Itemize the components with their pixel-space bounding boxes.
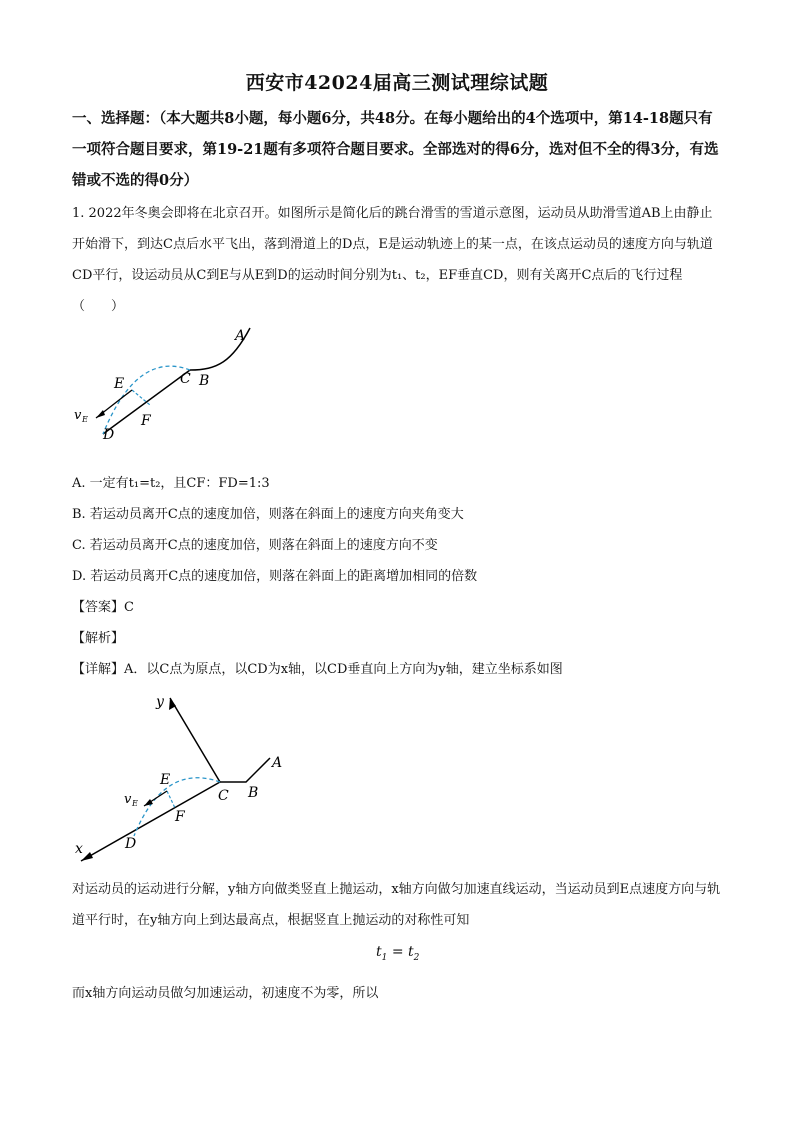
conclusion-paragraph: 而x轴方向运动员做匀加速运动，初速度不为零，所以 <box>72 986 379 1001</box>
label-ve-sub: E <box>132 799 138 808</box>
label-a: A <box>272 755 283 771</box>
formula-equals: = <box>387 944 409 960</box>
label-x: x <box>75 841 83 857</box>
label-c: C <box>180 371 191 387</box>
formula-t1: t <box>376 944 382 960</box>
x-axis <box>81 782 220 861</box>
label-d: D <box>125 836 137 852</box>
velocity-arrowhead <box>144 799 153 806</box>
answer-row <box>72 598 134 618</box>
ef-perpendicular <box>167 791 175 808</box>
answer-value: C <box>124 600 134 615</box>
label-ve: v <box>74 408 82 423</box>
option-d: D. 若运动员离开C点的速度加倍，则落在斜面上的距离增加相同的倍数 <box>72 569 478 584</box>
answer-label: 【答案】 <box>72 600 125 615</box>
formula-t2-sub: 2 <box>413 952 420 963</box>
coordinate-figure <box>72 688 302 863</box>
label-d: D <box>103 427 115 440</box>
y-axis-arrowhead <box>169 698 176 710</box>
analysis-paragraph: 对运动员的运动进行分解，y轴方向做类竖直上抛运动，x轴方向做匀加速直线运动，当运动员到E点速度方向与轨道平行时，在y轴方向上到达最高点，根据竖直上抛运动的对称性可知 <box>72 882 721 928</box>
runway-ab <box>220 758 270 782</box>
label-ve: v <box>124 792 132 807</box>
label-ve-sub: E <box>82 415 88 424</box>
velocity-arrowhead <box>96 410 105 418</box>
label-e: E <box>160 772 171 788</box>
label-a: A <box>235 328 246 344</box>
label-e: E <box>114 376 125 392</box>
formula-t2: t <box>408 944 414 960</box>
label-y: y <box>156 694 164 710</box>
label-f: F <box>175 809 185 825</box>
option-a: A. 一定有t₁=t₂，且CF：FD=1:3 <box>72 476 270 491</box>
page-title: 西安市42024届高三测试理综试题 <box>245 72 549 94</box>
option-c: C. 若运动员离开C点的速度加倍，则落在斜面上的速度方向不变 <box>72 538 438 553</box>
ef-perpendicular <box>132 390 150 405</box>
label-b: B <box>248 785 259 801</box>
ski-slope-figure <box>72 322 272 440</box>
option-b: B. 若运动员离开C点的速度加倍，则落在斜面上的速度方向夹角变大 <box>72 507 464 522</box>
formula-t1-sub: 1 <box>381 952 388 963</box>
label-c: C <box>218 788 229 804</box>
label-b: B <box>199 373 210 389</box>
section-header: 一、选择题：（本大题共8小题，每小题6分，共48分。在每小题给出的4个选项中，第14-18题只有一项符合题目要求，第19-21题有多项符合题目要求。全部选对的得6分，选对但不全的得3分，有选错或不选的得0分） <box>72 110 719 189</box>
y-axis <box>170 698 220 782</box>
label-f: F <box>141 413 151 429</box>
detail-text: 【详解】A．以C点为原点，以CD为x轴，以CD垂直向上方向为y轴，建立坐标系如图 <box>72 662 563 677</box>
analysis-label: 【解析】 <box>72 631 125 646</box>
question-stem: 1. 2022年冬奥会即将在北京召开。如图所示是简化后的跳台滑雪的雪道示意图，运动员从助滑雪道AB上由静止开始滑下，到达C点后水平飞出，落到滑道上的D点，E是运动轨迹上的某一点，在该点运动员的速度方向与轨道CD平行，设运动员从C到E与从E到D的运动时间分别为t₁、t₂，EF垂直CD，则有关离开C点后的飞行过程（ ） <box>72 206 713 314</box>
formula-t1-equals-t2 <box>376 944 419 963</box>
